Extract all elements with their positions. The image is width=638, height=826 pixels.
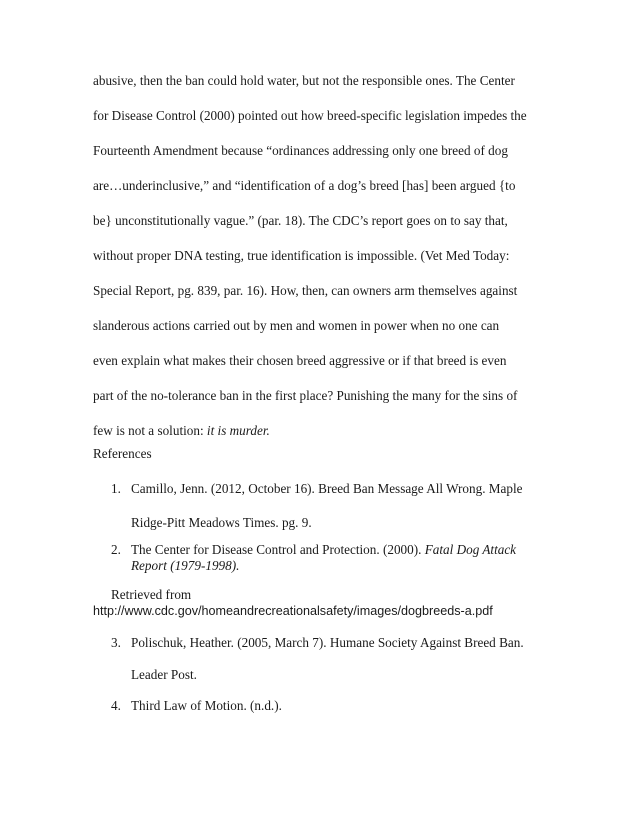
reference-number: 4. — [111, 698, 121, 713]
body-line: be} unconstitutionally vague.” (par. 18). The CDC’s report goes on to say that, — [93, 213, 508, 228]
body-line: abusive, then the ban could hold water, but not the responsible ones. The Center — [93, 73, 515, 88]
reference-italic-title: Report (1979-1998). — [131, 558, 240, 573]
reference-text: Camillo, Jenn. (2012, October 16). Breed Ban Message All Wrong. Maple — [131, 481, 523, 496]
body-line-final — [93, 423, 270, 439]
reference-text: Third Law of Motion. (n.d.). — [131, 698, 282, 713]
body-line: for Disease Control (2000) pointed out how breed-specific legislation impedes the — [93, 108, 527, 123]
reference-number: 2. — [111, 542, 121, 557]
body-line: slanderous actions carried out by men and women in power when no one can — [93, 318, 500, 333]
reference-plain: The Center for Disease Control and Protection. (2000). — [131, 542, 425, 557]
body-line: are…underinclusive,” and “identification of a dog’s breed [has] been argued {to — [93, 178, 516, 193]
body-line: part of the no-tolerance ban in the first place? Punishing the many for the sins of — [93, 388, 518, 403]
reference-italic-title: Fatal Dog Attack — [424, 542, 517, 557]
final-line-text: few is not a solution: — [93, 423, 207, 438]
reference-italic-title-continued — [131, 558, 239, 574]
final-line-emphasis: it is murder. — [206, 423, 270, 438]
retrieved-from: Retrieved from — [111, 587, 192, 602]
body-line: even explain what makes their chosen breed aggressive or if that breed is even — [93, 353, 507, 368]
reference-text-continued: Ridge-Pitt Meadows Times. pg. 9. — [131, 515, 312, 530]
reference-text — [131, 542, 516, 558]
body-line: Fourteenth Amendment because “ordinances addressing only one breed of dog — [93, 143, 508, 158]
reference-text: Polischuk, Heather. (2005, March 7). Humane Society Against Breed Ban. — [131, 635, 524, 650]
reference-text-continued: Leader Post. — [131, 667, 197, 682]
body-line: without proper DNA testing, true identification is impossible. (Vet Med Today: — [93, 248, 510, 263]
body-line: Special Report, pg. 839, par. 16). How, then, can owners arm themselves against — [93, 283, 518, 298]
reference-number: 1. — [111, 481, 121, 496]
references-heading: References — [93, 446, 152, 461]
reference-url: http://www.cdc.gov/homeandrecreationalsafety/images/dogbreeds-a.pdf — [93, 604, 493, 618]
reference-number: 3. — [111, 635, 121, 650]
